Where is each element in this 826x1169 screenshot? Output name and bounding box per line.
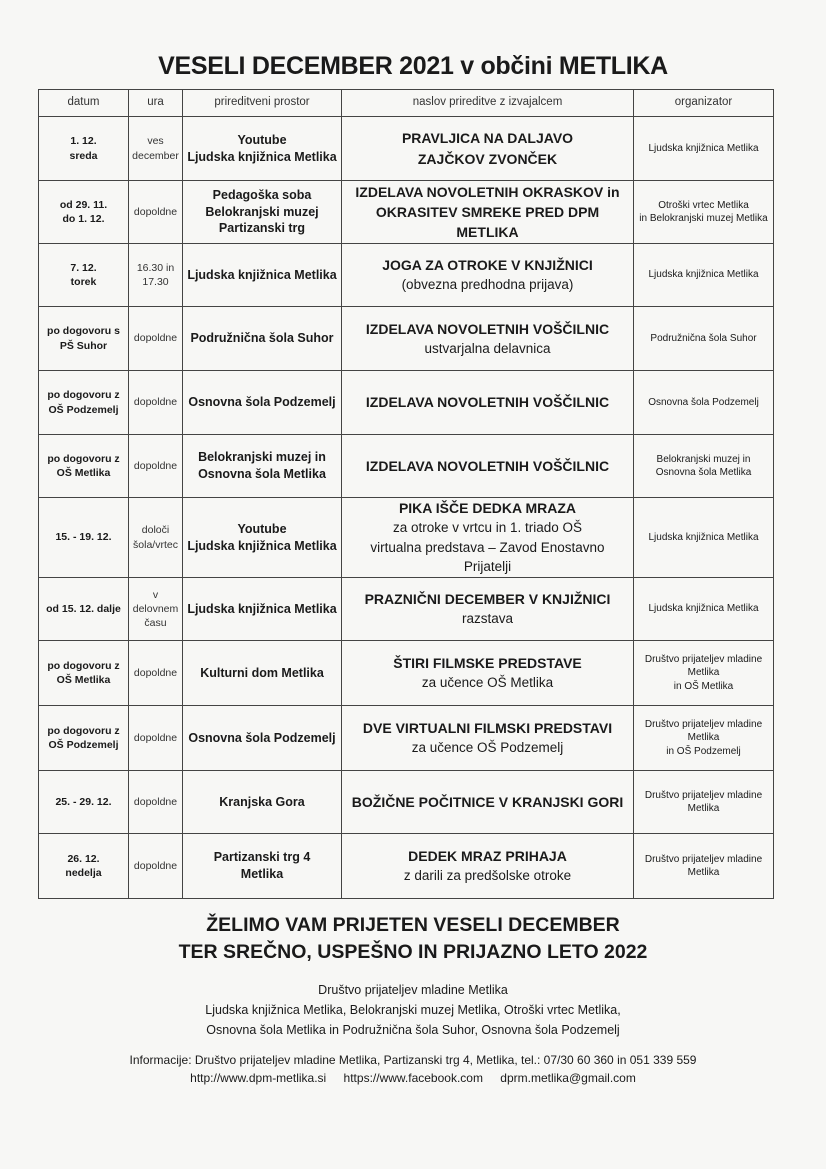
contact-line: Informacije: Društvo prijateljev mladine Metlika, Partizanski trg 4, Metlika, tel.: 07/30 60 360 in 051 339 559 <box>129 1053 697 1067</box>
cell-datum <box>39 498 129 578</box>
cell-datum <box>39 834 129 899</box>
cell-naslov <box>342 371 634 435</box>
cell-datum-line: 26. 12. <box>67 852 100 865</box>
cell-prostor <box>183 371 342 435</box>
cell-prostor <box>183 307 342 371</box>
cell-prostor-line: Ljudska knjižnica Metlika <box>187 149 337 164</box>
cell-organizator-line: Društvo prijateljev mladine <box>644 853 763 865</box>
cell-organizator-line: Belokranjski muzej in <box>656 453 751 465</box>
table-row <box>39 834 774 899</box>
cell-datum-line: po dogovoru z <box>47 724 120 737</box>
event-subtitle: ustvarjalna delavnica <box>424 340 551 356</box>
table-row <box>39 181 774 244</box>
cell-prostor-line: Podružnična šola Suhor <box>190 331 334 346</box>
organizers-list <box>0 980 826 1040</box>
event-title: PRAZNIČNI DECEMBER V KNJIŽNICI <box>364 591 611 608</box>
cell-datum <box>39 578 129 641</box>
cell-ura-line: dopoldne <box>133 205 178 218</box>
cell-prostor <box>183 244 342 307</box>
cell-datum-line: nedelja <box>65 867 102 879</box>
cell-prostor-line: Belokranjski muzej in <box>198 450 326 465</box>
cell-naslov <box>342 498 634 578</box>
cell-datum <box>39 117 129 181</box>
cell-datum-line: po dogovoru z <box>47 659 120 672</box>
cell-organizator-line: Metlika <box>687 732 720 744</box>
cell-organizator <box>634 371 774 435</box>
cell-ura-line: 17.30 <box>142 276 169 288</box>
cell-ura-line: določi <box>141 524 170 537</box>
cell-datum-line: po dogovoru z <box>47 389 120 402</box>
cell-ura <box>129 371 183 435</box>
event-title: DVE VIRTUALNI FILMSKI PREDSTAVI <box>362 720 613 737</box>
cell-prostor <box>183 435 342 498</box>
cell-organizator-line: Društvo prijateljev mladine <box>644 718 763 730</box>
greeting-line: ŽELIMO VAM PRIJETEN VESELI DECEMBER <box>206 914 620 936</box>
cell-organizator <box>634 641 774 706</box>
cell-prostor-line: Belokranjski muzej <box>205 204 319 219</box>
organizers-line: Društvo prijateljev mladine Metlika <box>318 983 508 997</box>
cell-ura <box>129 307 183 371</box>
cell-organizator <box>634 498 774 578</box>
table-row <box>39 498 774 578</box>
cell-ura-line: december <box>132 149 179 162</box>
cell-ura <box>129 706 183 771</box>
event-subtitle: za učence OŠ Podzemelj <box>411 740 564 756</box>
organizers-line: Osnovna šola Metlika in Podružnična šola Suhor, Osnovna šola Podzemelj <box>206 1023 620 1037</box>
cell-ura-line: dopoldne <box>133 731 178 744</box>
cell-ura-line: dopoldne <box>133 795 178 808</box>
event-subtitle: (obvezna predhodna prijava) <box>401 277 574 293</box>
facebook-link[interactable]: https://www.facebook.com <box>343 1071 483 1085</box>
cell-organizator-line: in OŠ Metlika <box>673 680 734 692</box>
event-subtitle: za otroke v vrtcu in 1. triado OŠ <box>392 520 583 536</box>
cell-organizator <box>634 706 774 771</box>
cell-prostor <box>183 181 342 244</box>
table-row <box>39 307 774 371</box>
cell-datum <box>39 371 129 435</box>
contact-info <box>0 1051 826 1087</box>
cell-datum <box>39 641 129 706</box>
cell-prostor <box>183 834 342 899</box>
cell-datum-line: po dogovoru z <box>47 452 120 465</box>
cell-datum-line: 25. - 29. 12. <box>55 795 112 808</box>
greeting-line: TER SREČNO, USPEŠNO IN PRIJAZNO LETO 2022 <box>178 941 648 963</box>
event-subtitle: za učence OŠ Metlika <box>421 675 554 691</box>
event-subtitle: z darili za predšolske otroke <box>403 868 572 884</box>
cell-prostor-line: Youtube <box>237 132 287 147</box>
cell-datum <box>39 435 129 498</box>
cell-organizator-line: Podružnična šola Suhor <box>650 332 757 344</box>
cell-ura-line: času <box>144 617 167 630</box>
cell-prostor-line: Pedagoška soba <box>212 187 312 202</box>
cell-organizator-line: Društvo prijateljev mladine <box>644 653 763 665</box>
cell-datum-line: do 1. 12. <box>62 213 105 225</box>
cell-naslov <box>342 578 634 641</box>
cell-datum-line: OŠ Metlika <box>56 467 111 479</box>
cell-datum <box>39 244 129 307</box>
cell-datum-line: OŠ Podzemelj <box>48 739 119 751</box>
cell-ura <box>129 181 183 244</box>
cell-organizator <box>634 771 774 834</box>
cell-naslov <box>342 706 634 771</box>
page-title: VESELI DECEMBER 2021 v občini METLIKA <box>158 52 668 80</box>
cell-ura <box>129 834 183 899</box>
event-title: PIKA IŠČE DEDKA MRAZA <box>398 500 577 516</box>
table-row <box>39 771 774 834</box>
cell-naslov <box>342 307 634 371</box>
cell-naslov <box>342 771 634 834</box>
cell-ura-line: 16.30 in <box>136 261 175 274</box>
cell-ura <box>129 435 183 498</box>
table-row <box>39 244 774 307</box>
cell-prostor-line: Osnovna šola Podzemelj <box>188 730 336 745</box>
cell-datum-line: po dogovoru s <box>47 325 120 338</box>
cell-naslov <box>342 641 634 706</box>
cell-organizator-line: in Belokranjski muzej Metlika <box>639 213 768 224</box>
event-subtitle: razstava <box>461 611 514 627</box>
event-title: ŠTIRI FILMSKE PREDSTAVE <box>393 655 582 672</box>
event-title: IZDELAVA NOVOLETNIH VOŠČILNIC <box>365 320 610 337</box>
website-link[interactable]: http://www.dpm-metlika.si <box>190 1071 327 1085</box>
cell-datum-line: OŠ Metlika <box>56 674 111 686</box>
cell-prostor-line: Osnovna šola Podzemelj <box>188 395 336 410</box>
cell-organizator-line: Metlika <box>687 667 720 679</box>
cell-datum <box>39 307 129 371</box>
cell-prostor-line: Ljudska knjižnica Metlika <box>187 601 337 616</box>
cell-organizator <box>634 117 774 181</box>
cell-ura <box>129 578 183 641</box>
cell-datum-line: sreda <box>69 149 98 162</box>
cell-datum <box>39 771 129 834</box>
table-header-row <box>39 90 774 117</box>
cell-prostor-line: Partizanski trg 4 <box>213 850 311 865</box>
cell-prostor <box>183 706 342 771</box>
cell-organizator <box>634 578 774 641</box>
table-row <box>39 578 774 641</box>
event-title: OKRASITEV SMREKE PRED DPM METLIKA <box>375 203 600 241</box>
cell-organizator-line: Ljudska knjižnica Metlika <box>648 531 759 543</box>
cell-organizator-line: Metlika <box>687 803 720 814</box>
cell-naslov <box>342 244 634 307</box>
table-row <box>39 371 774 435</box>
organizers-line: Ljudska knjižnica Metlika, Belokranjski muzej Metlika, Otroški vrtec Metlika, <box>205 1003 621 1017</box>
cell-prostor <box>183 771 342 834</box>
cell-prostor-line: Kranjska Gora <box>219 794 305 809</box>
event-title: IZDELAVA NOVOLETNIH OKRASKOV in <box>355 183 620 200</box>
event-title: DEDEK MRAZ PRIHAJA <box>408 848 567 865</box>
cell-prostor-line: Ljudska knjižnica Metlika <box>187 538 337 553</box>
cell-organizator-line: Ljudska knjižnica Metlika <box>648 142 759 154</box>
cell-ura <box>129 117 183 181</box>
cell-organizator <box>634 181 774 244</box>
cell-prostor-line: Osnovna šola Metlika <box>198 467 326 481</box>
table-row <box>39 706 774 771</box>
event-title: ZAJČKOV ZVONČEK <box>417 150 558 167</box>
cell-organizator-line: Ljudska knjižnica Metlika <box>648 603 759 615</box>
cell-organizator-line: Metlika <box>687 867 720 878</box>
cell-prostor <box>183 578 342 641</box>
cell-ura-line: ves <box>147 135 164 148</box>
cell-prostor <box>183 498 342 578</box>
event-title: IZDELAVA NOVOLETNIH VOŠČILNIC <box>365 457 610 474</box>
event-title: BOŽIČNE POČITNICE V KRANJSKI GORI <box>351 793 624 810</box>
header-prostor: prireditveni prostor <box>183 90 342 117</box>
event-subtitle: virtualna predstava – Zavod Enostavno Prijatelji <box>370 539 605 575</box>
cell-ura-line: dopoldne <box>133 859 178 872</box>
cell-ura <box>129 498 183 578</box>
cell-prostor <box>183 117 342 181</box>
email-link[interactable]: dprm.metlika@gmail.com <box>500 1071 636 1085</box>
cell-naslov <box>342 435 634 498</box>
table-row <box>39 641 774 706</box>
cell-organizator-line: in OŠ Podzemelj <box>666 745 741 757</box>
cell-ura-line: dopoldne <box>133 666 178 679</box>
cell-organizator-line: Osnovna šola Podzemelj <box>648 396 759 408</box>
cell-datum-line: 1. 12. <box>70 135 97 148</box>
cell-ura-line: dopoldne <box>133 396 178 409</box>
header-datum: datum <box>39 90 129 117</box>
cell-prostor-line: Partizanski trg <box>218 221 306 236</box>
cell-ura-line: dopoldne <box>133 459 178 472</box>
cell-prostor-line: Ljudska knjižnica Metlika <box>187 267 337 282</box>
cell-organizator <box>634 435 774 498</box>
cell-ura <box>129 771 183 834</box>
cell-datum-line: torek <box>70 276 97 288</box>
table-row <box>39 435 774 498</box>
cell-ura <box>129 244 183 307</box>
cell-prostor-line: Youtube <box>237 521 287 536</box>
cell-datum-line: od 29. 11. <box>59 198 108 211</box>
header-ura: ura <box>129 90 183 117</box>
events-table <box>38 89 774 899</box>
greeting <box>0 912 826 966</box>
cell-prostor <box>183 641 342 706</box>
cell-organizator-line: Otroški vrtec Metlika <box>658 199 749 211</box>
header-naslov: naslov prireditve z izvajalcem <box>342 90 634 117</box>
cell-ura <box>129 641 183 706</box>
event-title: JOGA ZA OTROKE V KNJIŽNICI <box>382 257 593 274</box>
cell-organizator-line: Društvo prijateljev mladine <box>644 789 763 801</box>
cell-datum-line: 15. - 19. 12. <box>55 531 112 544</box>
cell-datum-line: od 15. 12. dalje <box>46 602 121 615</box>
cell-prostor-line: Kulturni dom Metlika <box>200 665 324 680</box>
cell-organizator-line: Osnovna šola Metlika <box>655 467 752 478</box>
event-title: IZDELAVA NOVOLETNIH VOŠČILNIC <box>365 394 610 411</box>
cell-organizator-line: Ljudska knjižnica Metlika <box>648 269 759 281</box>
event-title: PRAVLJICA NA DALJAVO <box>401 130 574 147</box>
cell-naslov <box>342 834 634 899</box>
cell-organizator <box>634 244 774 307</box>
cell-datum <box>39 181 129 244</box>
cell-datum-line: OŠ Podzemelj <box>48 403 119 416</box>
cell-organizator <box>634 307 774 371</box>
cell-ura-line: v delovnem <box>132 588 179 615</box>
header-organizator: organizator <box>634 90 774 117</box>
cell-naslov <box>342 117 634 181</box>
cell-datum-line: 7. 12. <box>70 261 97 274</box>
cell-datum <box>39 706 129 771</box>
cell-organizator <box>634 834 774 899</box>
cell-prostor-line: Metlika <box>240 867 284 881</box>
table-row <box>39 117 774 181</box>
cell-datum-line: PŠ Suhor <box>59 339 108 352</box>
cell-ura-line: dopoldne <box>133 332 178 345</box>
cell-ura-line: šola/vrtec <box>133 538 178 551</box>
cell-naslov <box>342 181 634 244</box>
